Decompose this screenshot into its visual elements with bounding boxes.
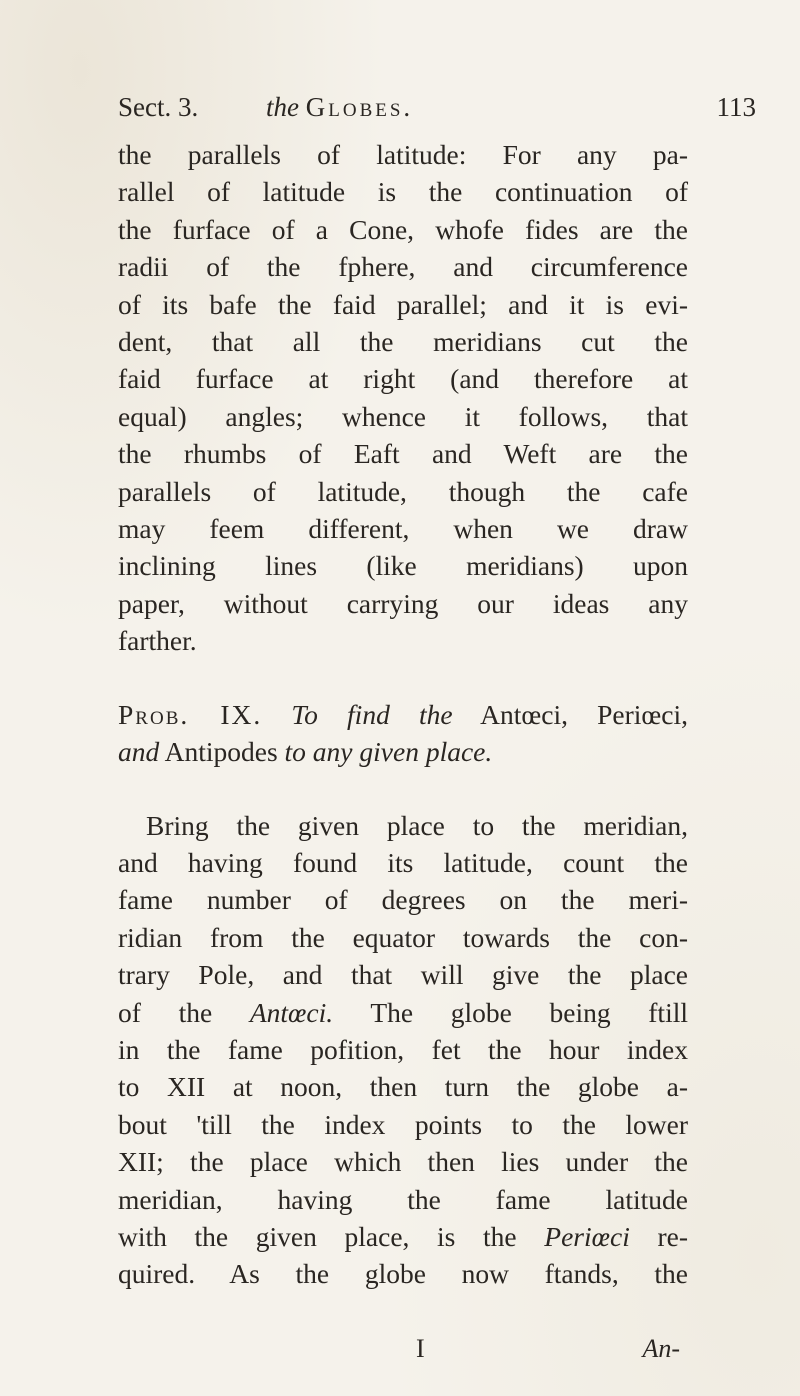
text-line: and having found its latitude, count the <box>118 846 688 878</box>
paragraph-rule <box>118 807 688 1293</box>
text-line: parallels of latitude, though the cafe <box>118 475 688 507</box>
page-body <box>118 136 688 1293</box>
term-antoeci: Antœci. <box>249 996 334 1028</box>
text-fragment: of the <box>118 996 213 1028</box>
running-title-main: Globes. <box>305 92 414 122</box>
text-line: bout 'till the index points to the lower <box>118 1108 688 1140</box>
problem-label: Prob. IX. <box>118 698 263 730</box>
text-line: meridian, having the fame latitude <box>118 1183 688 1215</box>
running-title-article: the <box>266 92 299 122</box>
problem-line-2 <box>118 733 688 770</box>
text-line: ridian from the equator towards the con- <box>118 921 688 953</box>
page-number: 113 <box>716 92 756 122</box>
text-line: to XII at noon, then turn the globe a- <box>118 1071 688 1103</box>
text-line-antoeci <box>118 994 688 1031</box>
text-line: equal) angles; whence it follows, that <box>118 400 688 432</box>
text-line: in the fame pofition, fet the hour index <box>118 1033 688 1065</box>
text-line: dent, that all the meridians cut the <box>118 326 688 358</box>
text-line: XII; the place which then lies under the <box>118 1146 688 1178</box>
text-line: radii of the fphere, and circumference <box>118 251 688 283</box>
problem-to-find: To find the <box>291 698 453 730</box>
catchword: An- <box>642 1334 680 1363</box>
text-line: the parallels of latitude: For any pa- <box>118 139 688 170</box>
text-line: faid furface at right (and therefore at <box>118 363 688 395</box>
problem-antipodes: Antipodes <box>164 736 278 768</box>
text-line: quired. As the globe now ftands, the <box>118 1258 688 1290</box>
problem-terms: Antœci, Periœci, <box>480 698 688 730</box>
term-perioeci: Periœci <box>544 1220 630 1252</box>
problem-and: and <box>118 736 160 768</box>
text-line: the rhumbs of Eaft and Weft are the <box>118 438 688 470</box>
text-line: rallel of latitude is the continuation of <box>118 176 688 208</box>
text-line: farther. <box>118 625 197 657</box>
running-header <box>118 92 756 132</box>
section-label: Sect. 3. <box>118 92 199 122</box>
text-line-perioeci <box>118 1218 688 1255</box>
text-line: of its bafe the faid parallel; and it is evi- <box>118 288 688 320</box>
text-line: trary Pole, and that will give the place <box>118 959 688 991</box>
text-fragment: The globe being ftill <box>370 996 688 1028</box>
text-line: the furface of a Cone, whofe fides are the <box>118 213 688 245</box>
problem-line-1 <box>118 696 688 733</box>
text-line: paper, without carrying our ideas any <box>118 587 688 619</box>
paragraph-parallels <box>118 136 688 660</box>
text-line: may feem different, when we draw <box>118 513 688 545</box>
text-fragment: re- <box>657 1220 689 1252</box>
page-footer <box>118 1334 688 1370</box>
text-fragment: with the given place, is the <box>118 1220 517 1252</box>
text-line: fame number of degrees on the meri- <box>118 884 688 916</box>
problem-to-any: to any given place. <box>284 736 493 768</box>
signature-mark: I <box>416 1334 425 1363</box>
text-line: Bring the given place to the meridian, <box>146 809 688 841</box>
text-line: inclining lines (like meridians) upon <box>118 550 688 582</box>
running-title <box>266 92 413 123</box>
problem-heading <box>118 696 688 771</box>
